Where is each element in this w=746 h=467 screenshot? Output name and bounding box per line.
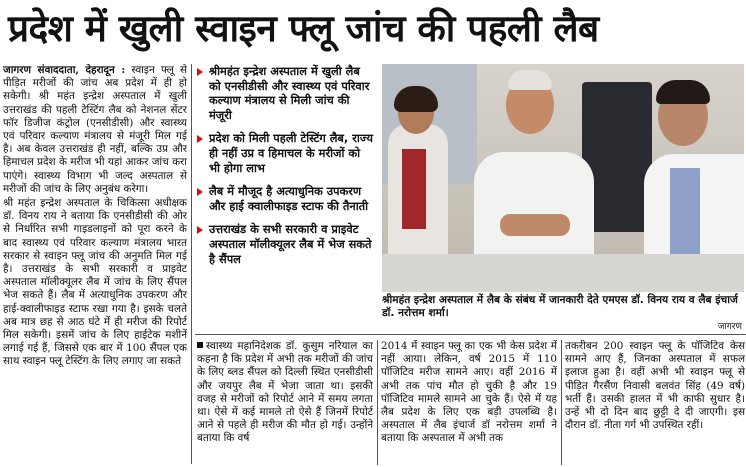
news-photo bbox=[382, 64, 744, 292]
photo-caption: श्रीमहंत इन्द्रेश अस्पताल में लैब के संबंध में जानकारी देते एमएस डॉ. विनय राय व लैब इंचार्ज डॉ. नरोत्तम शर्मा। bbox=[382, 294, 738, 320]
highlight-item bbox=[197, 64, 375, 122]
square-bullet-icon bbox=[197, 342, 203, 348]
photo-person-woman-scarf bbox=[402, 149, 426, 229]
triangle-bullet-icon bbox=[197, 188, 203, 196]
dateline: जागरण संवाददाता, देहरादून : bbox=[3, 64, 126, 76]
left-paragraph-1 bbox=[3, 64, 187, 196]
column-divider bbox=[191, 64, 192, 464]
triangle-bullet-icon bbox=[197, 226, 203, 234]
highlights-box bbox=[197, 64, 375, 332]
left-column bbox=[3, 64, 187, 464]
highlight-text: प्रदेश को मिली पहली टेस्टिंग लैब, राज्य ही नहीं उप्र व हिमाचल के मरीजों को भी होगा लाभ bbox=[209, 131, 373, 175]
photo-person-doctor-hands bbox=[500, 214, 570, 236]
left-paragraph-1-text: स्वाइन फ्लू से पीड़ित मरीजों की जांच अब प्रदेश में ही हो सकेगी। श्री महंत इन्द्रेश अस्पताल में खुली उत्तराखंड की पहली टेस्टिंग लैब को नेशनल सेंटर फॉर डिजीज कंट्रोल (एनसीडीसी) और स्वास्थ्य एवं परिवार कल्याण मंत्रालय से मंजूरी मिल गई है। अब केवल उत्तराखंड ही नहीं, बल्कि उप्र और हिमाचल प्रदेश के मरीज भी यहां आकर जांच करा पाएंगे। स्वास्थ्य विभाग भी जल्द अस्पताल से मरीजों की जांच के लिए अनुबंध करेगा। bbox=[3, 64, 187, 195]
photo-person-lab-incharge-shirt bbox=[670, 168, 700, 258]
highlight-text: लैब में मौजूद है अत्याधुनिक उपकरण और हाई क्वालीफाइड स्टाफ की तैनाती bbox=[209, 184, 369, 213]
headline: प्रदेश में खुली स्वाइन फ्लू जांच की पहली लैब bbox=[8, 7, 599, 50]
highlight-text: उत्तराखंड के सभी सरकारी व प्राइवेट अस्पताल मॉलीक्यूलर लैब में भेज सकते है सैंपल bbox=[209, 222, 372, 266]
column-divider bbox=[377, 340, 378, 465]
photo-credit: जागरण bbox=[717, 322, 742, 332]
bottom-paragraph: 2014 में स्वाइन फ्लू का एक भी केस प्रदेश में नहीं आया। लेकिन, वर्ष 2015 में 110 पॉजिटिव मरीज सामने आए। वहीं 2016 में अभी तक पांच मौत हो चुकी है और 19 पॉजिटिव मामले सामने आ चुके हैं। ऐसे में यह लैब प्रदेश के लिए एक बड़ी उपलब्धि है। अस्पताल में लैब इंचार्ज डॉ नरोत्तम शर्मा ने बताया कि अस्पताल में अभी तक bbox=[381, 340, 557, 445]
bottom-column-2 bbox=[381, 340, 557, 465]
bottom-column-3 bbox=[565, 340, 745, 465]
triangle-bullet-icon bbox=[197, 68, 203, 76]
left-paragraph-2: श्री महंत इन्द्रेश अस्पताल के चिकित्सा अधीक्षक डॉ. विनय राय ने बताया कि एनसीडीसी की ओर से निर्धारित सभी गाइडलाइनों को पूरा करने के बाद स्वास्थ्य एवं परिवार कल्याण मंत्रालय भारत सरकार से स्वाइन फ्लू जांच की अनुमति मिल गई है। उत्तराखंड के सभी सरकारी व प्राइवेट अस्पताल मॉलीक्यूलर लैब में जांच के लिए सैंपल भेज सकते हैं। लैब में अत्याधुनिक उपकरण और हाई-क्वालीफाइड स्टाफ रखा गया है। इसके चलते अब मात्र छह से आठ घंटे में ही मरीज की रिपोर्ट मिल सकेगी। इसमें जांच के लिए हाईटेक मशीनें लगाई गई हैं, जिससे एक बार में 100 सैंपल एक साथ स्वाइन फ्लू टेस्टिंग के लिए लगाए जा सकते bbox=[3, 197, 187, 368]
highlight-item bbox=[197, 184, 375, 213]
bottom-paragraph-text: स्वास्थ्य महानिदेशक डॉ. कुसुम नरियाल का कहना है कि प्रदेश में अभी तक मरीजों की जांच के लिए ब्लड सैंपल को दिल्ली स्थित एनसीडीसी और जयपुर लैब में भेजा जाता था। इसकी वजह से मरीजों को रिपोर्ट आने में समय लगता था। ऐसे में कई मामले तो ऐसे हैं जिनमें रिपोर्ट आने से पहले ही मरीज की मौत हो गई। उन्होंने बताया कि वर्ष bbox=[197, 340, 373, 445]
column-divider bbox=[561, 340, 562, 465]
highlight-item bbox=[197, 222, 375, 266]
bottom-paragraph: तकरीबन 200 स्वाइन फ्लू के पॉजिटिव केस सामने आए हैं, जिनका अस्पताल में सफल इलाज हुआ है। वहीं अभी भी स्वाइन फ्लू से पीड़ित गैरसैंण निवासी बलवंत सिंह (49 वर्ष) भर्ती हैं। उसकी हालत में भी काफी सुधार है। उन्हें भी दो दिन बाद छुट्टी दे दी जाएगी। इस दौरान डॉ. नीता गर्ग भी उपस्थित रहीं। bbox=[565, 340, 745, 432]
bottom-column-1 bbox=[197, 340, 373, 465]
bottom-paragraph bbox=[197, 340, 373, 446]
photo-person-woman-hair bbox=[394, 86, 438, 112]
photo-person-lab-incharge-hair bbox=[656, 80, 710, 104]
highlight-item bbox=[197, 131, 375, 175]
photo-person-doctor-hair bbox=[508, 70, 552, 90]
section-divider bbox=[195, 334, 746, 335]
triangle-bullet-icon bbox=[197, 135, 203, 143]
highlight-text: श्रीमहंत इन्द्रेश अस्पताल में खुली लैब को एनसीडीसी और स्वास्थ्य एवं परिवार कल्याण मंत्रालय से मिली जांच की मंजूरी bbox=[209, 64, 370, 122]
photo-desk bbox=[382, 254, 744, 292]
